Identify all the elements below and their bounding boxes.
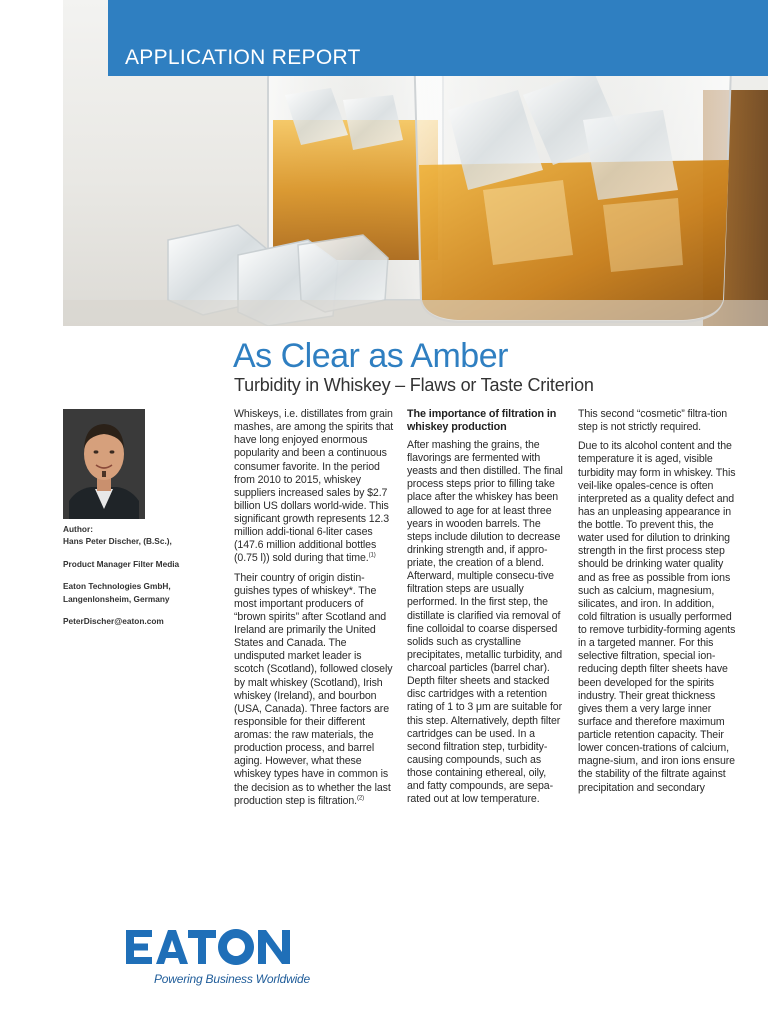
footnote-ref-1: (1) <box>368 552 376 559</box>
article-subtitle: Turbidity in Whiskey – Flaws or Taste Criterion <box>234 375 594 395</box>
footnote-ref-2: (2) <box>357 795 365 802</box>
author-email[interactable]: PeterDischer@eaton.com <box>63 616 164 627</box>
section-heading: The importance of filtration in whiskey production <box>407 408 557 433</box>
col2-paragraph-1: After mashing the grains, the flavorings are fermented with yeasts and then distilled. The final process steps prior to filling take place after the whiskey has been allowed to age for at least three years in wooden barrels. The steps include dilution to decrease drinking strength and, if appro-priate, the creation of a blend. Afterward, multiple consecu-tive filtration steps are usually performed. In the first step, the distillate is clarified via removal of fine colloidal to coarse dispersed solids such as crystalline precipitates, metallic turbidity, and charcoal particles (barrel char). Depth filter sheets and stacked disc cartridges with a retention rating of 1 to 3 μm are suitable for this step. Alternatively, depth filter cartridges can be used. In a second filtration step, turbidity-causing compounds, such as those containing ethereal, oily, and fatty compounds, are sepa-rated out at low temperature. <box>407 438 563 806</box>
banner-label: APPLICATION REPORT <box>125 46 361 69</box>
col1-paragraph-2 <box>234 572 394 808</box>
column-2 <box>407 408 565 812</box>
col3-paragraph-2: Due to its alcohol content and the temperature it is aged, visible turbidity may form in whiskey. This veil-like opales-cence is often interpreted as a quality defect and has an unpleasing appearance in the bottle. To prevent this, the water used for dilution to drinking strength in the first process step should be drinking water quality and as free as possible from ions such as calcium, magnesium, silicates, and iron. In addition, cold filtration is usually performed to remove turbidity-forming agents in a targeted manner. For this selective filtration, special ion-reducing depth filter sheets have been developed for the spirits industry. Their great thickness gives them a very large inner surface and therefore maximum particle retention capacity. Their lower concen-trations of calcium, magne-sium, and iron ions ensure the stability of the filtrate against precipitation and secondary <box>578 440 736 794</box>
author-location: Langenlonsheim, Germany <box>63 593 170 604</box>
application-report-banner <box>108 0 768 76</box>
col1-paragraph-1 <box>234 408 394 566</box>
author-info <box>63 523 213 638</box>
author-portrait <box>63 409 145 519</box>
author-label: Author: <box>63 524 93 534</box>
col1-p1-text: Whiskeys, i.e. distillates from grain mashes, are among the spirits that have long enjoyed enormous popularity and been a continuous consumer favorite. In the period from 2010 to 2015, whiskey suppliers increased sales by $2.7 billion US dollars world-wide. This significant growth represents 12.3 million addi-tional 6-liter cases (147.6 million additional bottles (0.75 l)) sold during that time. <box>234 408 394 565</box>
eaton-tagline: Powering Business Worldwide <box>154 972 311 986</box>
author-role: Product Manager Filter Media <box>63 558 180 569</box>
author-name: Hans Peter Discher, (B.Sc.), <box>63 536 172 547</box>
column-3 <box>578 408 736 801</box>
column-1 <box>234 408 394 814</box>
col3-paragraph-1: This second “cosmetic” filtra-tion step is not strictly required. <box>578 408 728 434</box>
eaton-wordmark-icon <box>126 928 306 972</box>
author-photo <box>63 409 145 519</box>
article-title: As Clear as Amber <box>233 337 508 375</box>
author-company: Eaton Technologies GmbH, <box>63 581 171 592</box>
col1-p2-text: Their country of origin distin-guishes types of whiskey*. The most important producers of “brown spirits” after Scotland and Ireland are primarily the United States and Canada. The undisputed market leader is scotch (Scotland), followed closely by malt whiskey (Scotland), Irish whiskey (Ireland), and bourbon (USA, Canada). Three factors are responsible for their different aromas: the raw materials, the production process, and barrel aging. However, what these whiskey types have in common is the decision as to whether the last production step is filtration. <box>234 571 393 807</box>
